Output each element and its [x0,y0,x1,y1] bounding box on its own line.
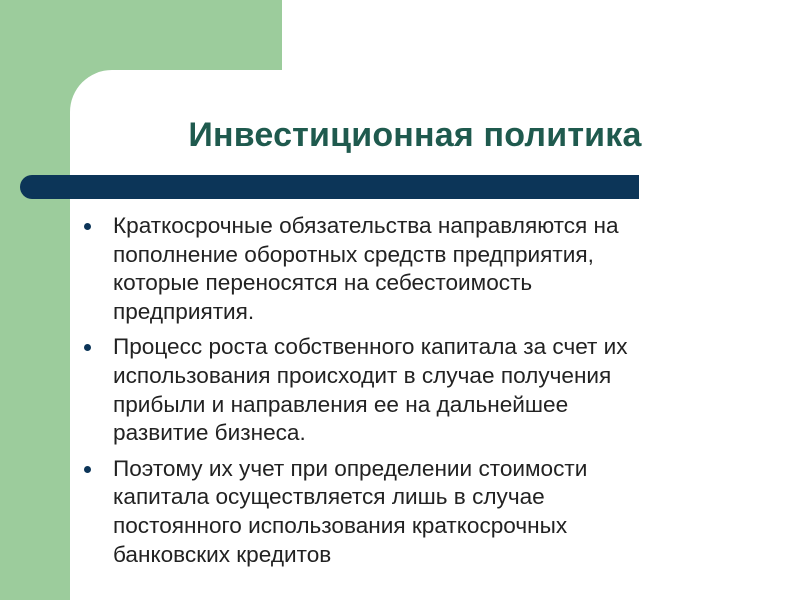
bullet-list [80,212,730,576]
bullet-item-2 [80,333,730,447]
bullet-text-1: Краткосрочные обязательства направляются на пополнение оборотных средств предприятия, которые переносятся на себестоимость предприятия. [113,213,619,324]
background-green-strip [0,0,70,600]
title-underline-bar [20,175,639,199]
bullet-dot-icon [84,344,91,351]
bullet-dot-icon [84,466,91,473]
bullet-item-1 [80,212,730,326]
bullet-text-2: Процесс роста собственного капитала за счет их использования происходит в случае получения прибыли и направления ее на дальнейшее развитие бизнеса. [113,334,628,446]
bullet-text-3: Поэтому их учет при определении стоимости капитала осуществляется лишь в случае постоянного использования краткосрочных банковских кредитов [113,455,588,567]
slide-title: Инвестиционная политика [188,116,642,154]
bullet-item-3 [80,455,730,569]
bullet-dot-icon [84,223,91,230]
